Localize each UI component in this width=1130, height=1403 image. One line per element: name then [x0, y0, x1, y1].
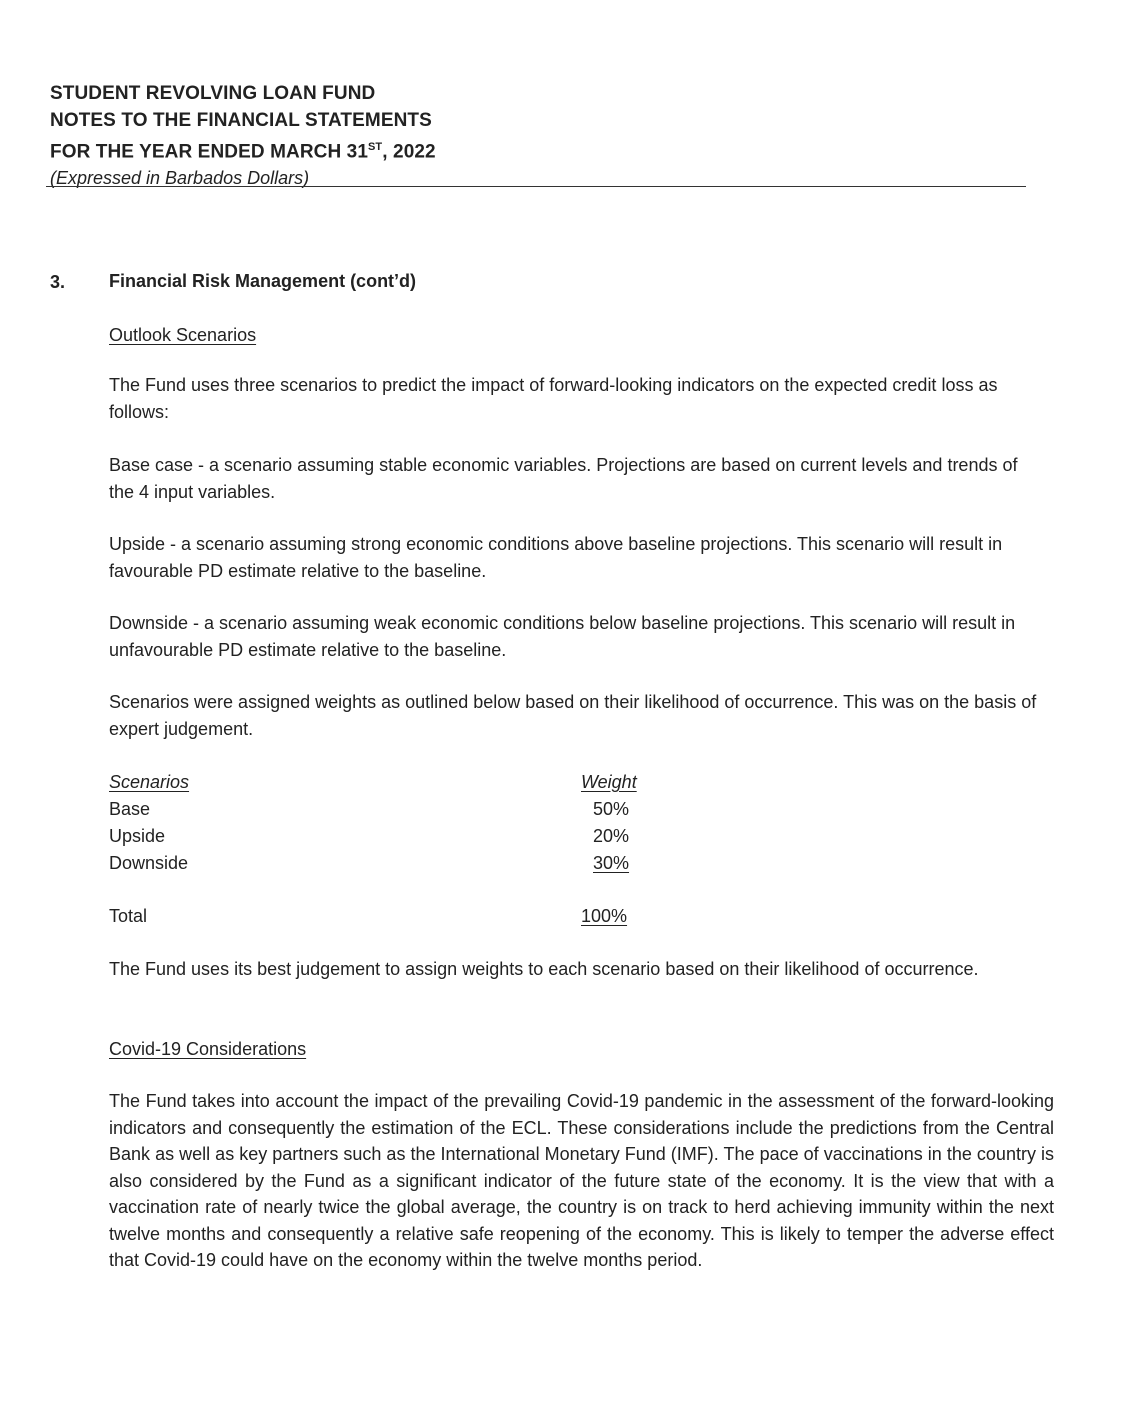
downside-text: Downside - a scenario assuming weak economic conditions below baseline projections. This scenario will result in unfavourable PD estimate relative to the baseline.: [109, 613, 1016, 660]
base-case-text: Base case - a scenario assuming stable economic variables. Projections are based on current levels and trends of the 4 input variables.: [109, 455, 1018, 502]
total-label: Total: [109, 906, 148, 926]
outlook-heading: Outlook Scenarios: [109, 325, 257, 345]
table-row: [109, 853, 669, 880]
row-label: Base: [109, 799, 151, 819]
statement-title: NOTES TO THE FINANCIAL STATEMENTS: [50, 110, 432, 131]
period-superscript: ST: [368, 141, 383, 153]
col-scenarios-header: Scenarios: [109, 772, 190, 792]
row-value: 30%: [593, 853, 630, 873]
section-number: 3.: [50, 272, 66, 292]
fund-name: STUDENT REVOLVING LOAN FUND: [50, 83, 376, 104]
covid-paragraph: The Fund takes into account the impact of the prevailing Covid-19 pandemic in the assessment of the forward-looking indicators and consequently the estimation of the ECL. These considerations include the predictions from the Central Bank as well as key partners such as the International Monetary Fund (IMF). The pace of vaccinations in the country is also considered by the Fund as a significant indicator of the future state of the economy. It is the view that with a vaccination rate of nearly twice the global average, the country is on track to herd achieving immunity within the next twelve months and consequently a relative safe reopening of the economy. This is likely to temper the adverse effect that Covid-19 could have on the economy within the twelve months period.: [109, 1091, 1054, 1270]
total-value: 100%: [581, 906, 628, 926]
period-line: [50, 134, 1030, 165]
weights-intro: Scenarios were assigned weights as outlined below based on their likelihood of occurrence. This was on the basis of expert judgement.: [109, 692, 1037, 739]
covid-heading: Covid-19 Considerations: [109, 1039, 307, 1059]
row-value: 20%: [593, 826, 630, 846]
table-row: [109, 826, 669, 853]
section-title: Financial Risk Management (cont’d): [109, 271, 417, 291]
header-divider: [46, 186, 1026, 187]
document-header: [50, 80, 1030, 191]
row-label: Upside: [109, 826, 166, 846]
table-total-row: [109, 906, 669, 933]
period-prefix: FOR THE YEAR ENDED MARCH 31: [50, 141, 368, 163]
row-value: 50%: [593, 799, 630, 819]
row-label: Downside: [109, 853, 189, 873]
upside-text: Upside - a scenario assuming strong economic conditions above baseline projections. This scenario will result in favourable PD estimate relative to the baseline.: [109, 534, 1003, 581]
table-row: [109, 799, 669, 826]
judgement-note: The Fund uses its best judgement to assign weights to each scenario based on their likelihood of occurrence.: [109, 959, 979, 979]
col-weight-header: Weight: [581, 772, 637, 792]
weights-table: [109, 772, 669, 933]
table-header-row: [109, 772, 669, 799]
period-suffix: , 2022: [382, 141, 436, 163]
currency-note: (Expressed in Barbados Dollars): [50, 168, 310, 189]
table-spacer: [109, 880, 669, 906]
outlook-intro: The Fund uses three scenarios to predict the impact of forward-looking indicators on the expected credit loss as follows:: [109, 375, 998, 422]
